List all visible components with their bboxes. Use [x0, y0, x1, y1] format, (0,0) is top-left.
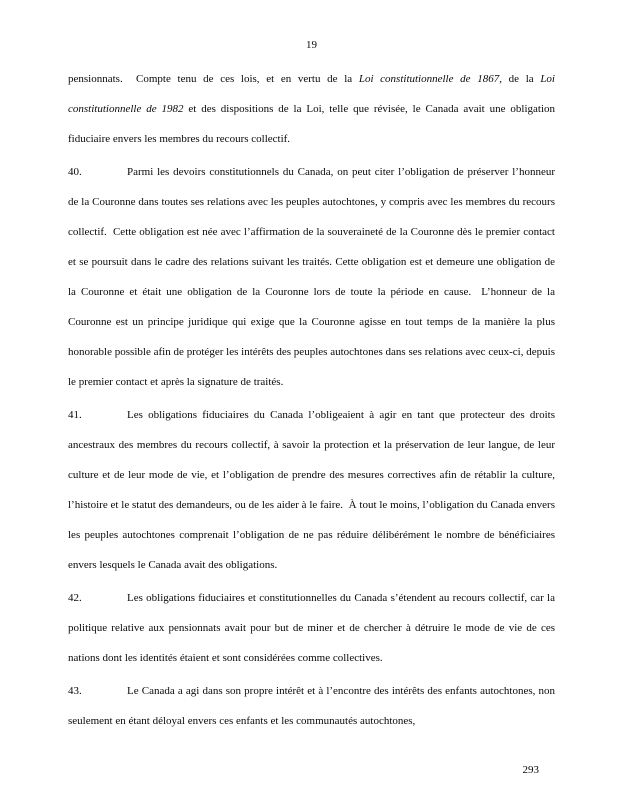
- page-number-header: 19: [306, 39, 317, 51]
- document-page-body: [68, 30, 555, 739]
- paragraph-40: [68, 157, 555, 397]
- paragraph-number-40: 40.: [68, 166, 82, 178]
- paragraph-number-41: 41.: [68, 409, 82, 421]
- paragraph-number-43: 43.: [68, 685, 82, 697]
- paragraph-intro: [68, 64, 555, 154]
- intro-run-2: , de la: [499, 73, 541, 85]
- paragraph-40-text: Parmi les devoirs constitutionnels du Canada, on peut citer l’obligation de préserver l’honneur de la Couronne dans toutes ses relations avec les peuples autochtones, y compris avec les membres du recours collectif. Cette obligation est née avec l’affirmation de la souveraineté de la Couronne dès le premier contact et se poursuit dans le cadre des relations suivant les traités. Cette obligation est et demeure une obligation de la Couronne et était une obligation de la Couronne lors de toute la période en cause. L’honneur de la Couronne est un principe juridique qui exige que la Couronne agisse en tout temps de la manière la plus honorable possible afin de protéger les intérêts des peuples autochtones dans ses relations avec ceux-ci, depuis le premier contact et après la signature de traités.: [68, 166, 555, 388]
- paragraph-43: [68, 676, 555, 736]
- paragraph-number-42: 42.: [68, 592, 82, 604]
- paragraph-41: [68, 400, 555, 580]
- paragraph-42: [68, 583, 555, 673]
- paragraph-43-text: Le Canada a agi dans son propre intérêt et à l’encontre des intérêts des enfants autochtones, non seulement en étant déloyal envers ces enfants et les communautés autochtones,: [68, 685, 555, 727]
- page-number-footer: 293: [522, 764, 539, 776]
- intro-run-3: et des dispositions de la Loi, telle que révisée, le Canada avait une obligation fiduciaire envers les membres du recours collectif.: [68, 103, 556, 145]
- statute-citation-1867: Loi constitutionnelle de 1867: [358, 73, 500, 85]
- paragraph-42-text: Les obligations fiduciaires et constitutionnelles du Canada s’étendent au recours collectif, car la politique relative aux pensionnats avait pour but de miner et de chercher à détruire le mode de vie de ces nations dont les identités étaient et sont considérées comme collectives.: [68, 592, 555, 664]
- statute-citation-1982: Loi constitutionnelle de 1982: [68, 73, 555, 115]
- intro-run-1: pensionnats. Compte tenu de ces lois, et en vertu de la: [68, 73, 359, 85]
- paragraph-41-text: Les obligations fiduciaires du Canada l’obligeaient à agir en tant que protecteur des droits ancestraux des membres du recours collectif, à savoir la protection et la préservation de leur langue, de leur culture et de leur mode de vie, et l’obligation de prendre des mesures correctives afin de rétablir la culture, l’histoire et le statut des demandeurs, ou de les aider à le faire. À tout le moins, l’obligation du Canada envers les peuples autochtones comprenait l’obligation de ne pas réduire délibérément le nombre de bénéficiaires envers lesquels le Canada avait des obligations.: [68, 409, 555, 571]
